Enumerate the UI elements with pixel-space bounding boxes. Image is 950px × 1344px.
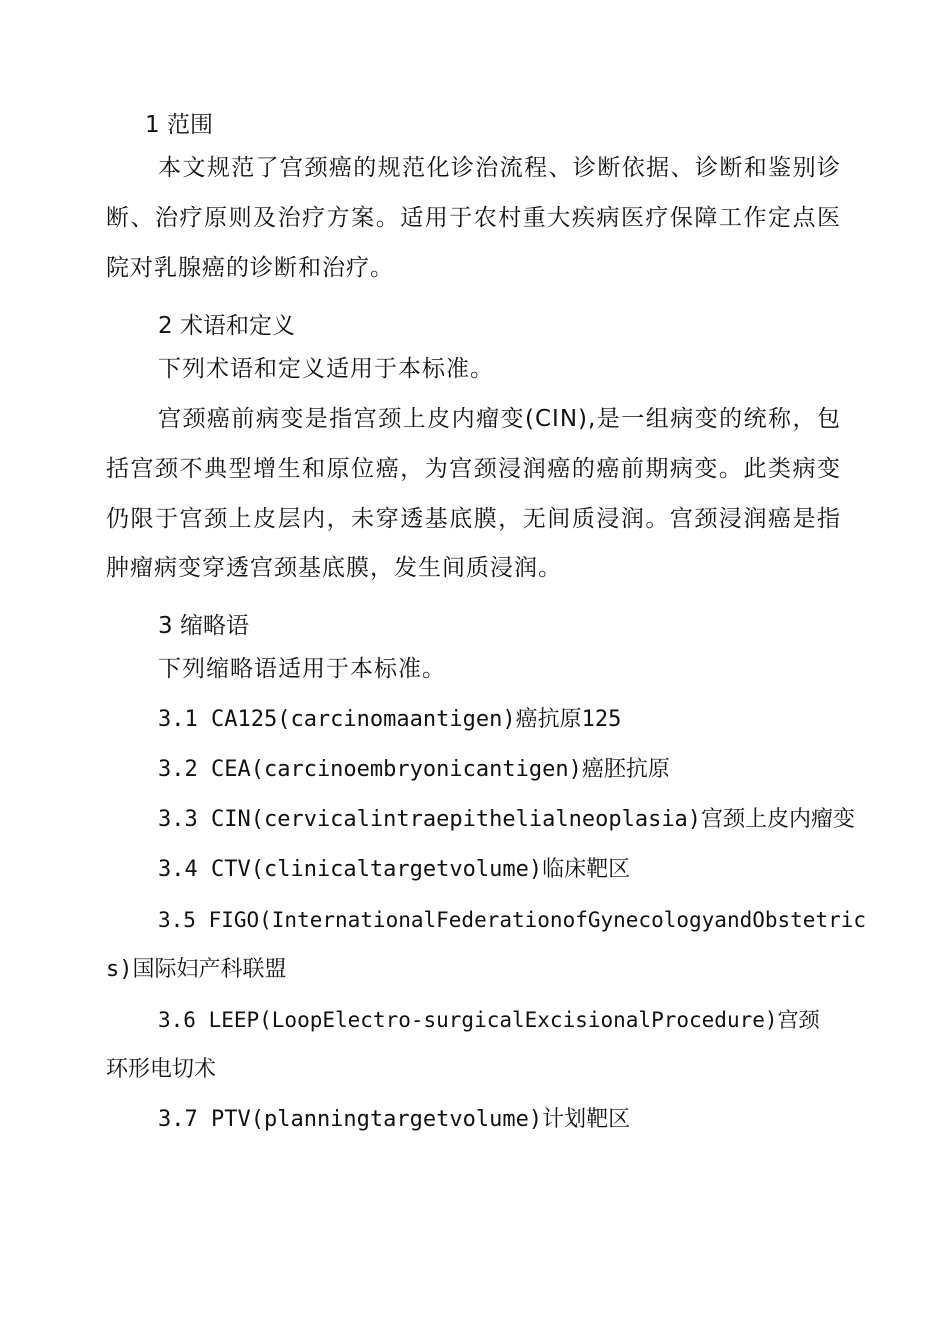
abbreviation-item: 3.6 LEEP(LoopElectro-surgicalExcisionalProcedure)宫颈 (158, 1008, 820, 1032)
paragraph-line: 院对乳腺癌的诊断和治疗。 (106, 255, 394, 281)
section-heading-abbreviations: 3 缩略语 (158, 613, 249, 639)
abbreviation-item: 环形电切术 (106, 1057, 217, 1082)
paragraph-line: 下列缩略语适用于本标准。 (158, 656, 446, 682)
abbreviation-item: 3.4 CTV(clinicaltargetvolume)临床靶区 (158, 857, 631, 882)
paragraph-line: 肿瘤病变穿透宫颈基底膜，发生间质浸润。 (106, 555, 562, 581)
abbreviation-item: 3.5 FIGO(InternationalFederationofGynecologyandObstetric (158, 908, 867, 932)
section-heading-terms: 2 术语和定义 (158, 313, 295, 339)
abbreviation-item: s)国际妇产科联盟 (106, 957, 287, 982)
abbreviation-item: 3.1 CA125(carcinomaantigen)癌抗原125 (158, 707, 622, 732)
paragraph-line: 断、治疗原则及治疗方案。适用于农村重大疾病医疗保障工作定点医 (106, 205, 841, 231)
paragraph-line: 仍限于宫颈上皮层内，未穿透基底膜，无间质浸润。宫颈浸润癌是指 (106, 506, 841, 532)
paragraph-line: 括宫颈不典型增生和原位癌，为宫颈浸润癌的癌前期病变。此类病变 (106, 456, 841, 482)
abbreviation-item: 3.7 PTV(planningtargetvolume)计划靶区 (158, 1107, 631, 1132)
paragraph-line: 本文规范了宫颈癌的规范化诊治流程、诊断依据、诊断和鉴别诊 (158, 155, 841, 181)
section-heading-scope: 1 范围 (145, 112, 213, 138)
abbreviation-item: 3.3 CIN(cervicalintraepithelialneoplasia)宫颈上皮内瘤变 (158, 807, 856, 832)
paragraph-line: 宫颈癌前病变是指宫颈上皮内瘤变(CIN),是一组病变的统称，包 (158, 406, 841, 432)
paragraph-line: 下列术语和定义适用于本标准。 (158, 356, 494, 382)
abbreviation-item: 3.2 CEA(carcinoembryonicantigen)癌胚抗原 (158, 757, 670, 782)
